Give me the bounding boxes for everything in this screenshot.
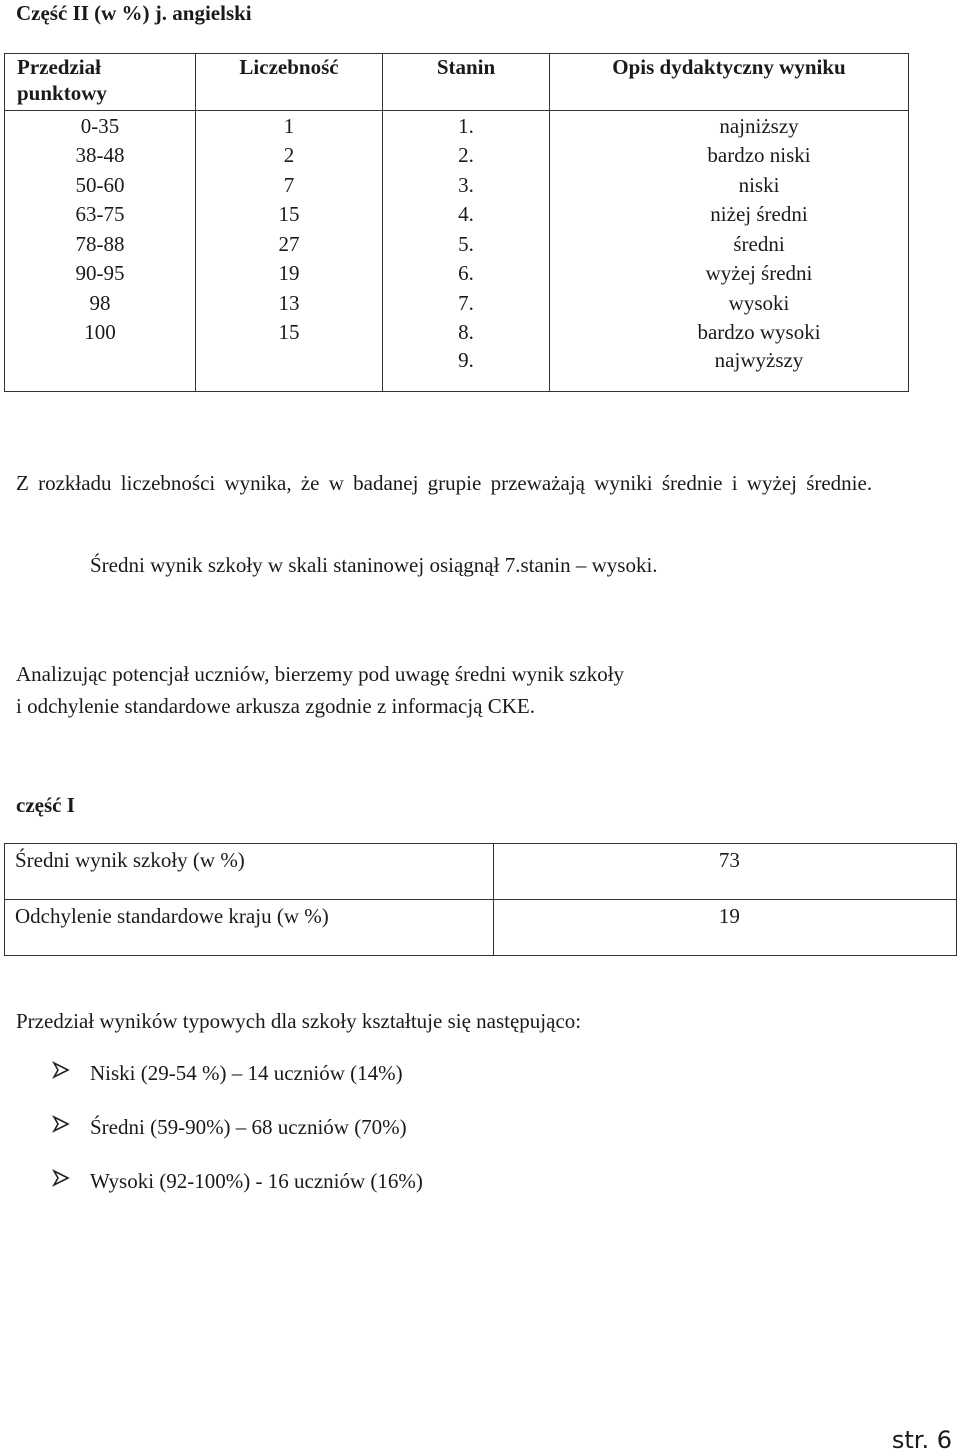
stats-value: 19 (493, 900, 956, 956)
list-item (52, 1058, 423, 1112)
arrow-bullet-icon (52, 1166, 90, 1196)
list-item-text: Wysoki (92-100%) - 16 uczniów (16%) (90, 1169, 423, 1193)
cell-stanin: 8. (383, 318, 550, 348)
table-row (5, 229, 909, 259)
cell-stanin: 2. (383, 141, 550, 171)
cell-przedzial: 90-95 (5, 259, 196, 289)
table-row (5, 259, 909, 289)
cell-liczebnosc: 19 (196, 259, 383, 289)
table-row (5, 288, 909, 318)
stats-value: 73 (493, 844, 956, 900)
cell-przedzial: 98 (5, 288, 196, 318)
paragraph-sredni-wynik: Średni wynik szkoły w skali staninowej osiągnął 7.stanin – wysoki. (90, 553, 658, 577)
cell-liczebnosc: 2 (196, 141, 383, 171)
stanin-table (4, 53, 909, 392)
cell-stanin: 1. (383, 111, 550, 141)
table-row (5, 141, 909, 171)
table-header-row (5, 54, 909, 111)
cell-przedzial (5, 347, 196, 392)
section-title: Część II (w %) j. angielski (16, 1, 252, 25)
list-item-text: Niski (29-54 %) – 14 uczniów (14%) (90, 1061, 403, 1085)
stats-label: Odchylenie standardowe kraju (w %) (5, 900, 494, 956)
cell-stanin: 6. (383, 259, 550, 289)
table-row (5, 200, 909, 230)
arrow-bullet-icon (52, 1058, 90, 1088)
cell-opis: niski (550, 170, 909, 200)
cell-opis: najwyższy (550, 347, 909, 392)
table-row (5, 347, 909, 392)
cell-stanin: 9. (383, 347, 550, 392)
cell-przedzial: 38-48 (5, 141, 196, 171)
cell-liczebnosc: 13 (196, 288, 383, 318)
cell-przedzial: 100 (5, 318, 196, 348)
result-range-list (52, 1058, 423, 1220)
cell-stanin: 7. (383, 288, 550, 318)
stats-table (4, 843, 957, 956)
cell-opis: niżej średni (550, 200, 909, 230)
table-row (5, 318, 909, 348)
cell-liczebnosc (196, 347, 383, 392)
cell-liczebnosc: 27 (196, 229, 383, 259)
list-item-text: Średni (59-90%) – 68 uczniów (70%) (90, 1115, 407, 1139)
cell-opis: bardzo niski (550, 141, 909, 171)
cell-opis: bardzo wysoki (550, 318, 909, 348)
cell-opis: najniższy (550, 111, 909, 141)
czesc-label: część I (16, 793, 75, 817)
header-liczebnosc: Liczebność (196, 54, 383, 111)
cell-liczebnosc: 7 (196, 170, 383, 200)
list-item (52, 1112, 423, 1166)
cell-liczebnosc: 15 (196, 200, 383, 230)
cell-przedzial: 0-35 (5, 111, 196, 141)
table-row (5, 111, 909, 141)
stats-row (5, 844, 957, 900)
cell-opis: wysoki (550, 288, 909, 318)
paragraph-rozklad: Z rozkładu liczebności wynika, że w badanej grupie przeważają wyniki średnie i wyżej średnie. (16, 471, 873, 495)
cell-opis: średni (550, 229, 909, 259)
page-number: str. 6 (891, 1426, 952, 1454)
table-row (5, 170, 909, 200)
arrow-bullet-icon (52, 1112, 90, 1142)
analiza-line-2: i odchylenie standardowe arkusza zgodnie z informacją CKE. (16, 694, 535, 718)
cell-stanin: 4. (383, 200, 550, 230)
cell-stanin: 3. (383, 170, 550, 200)
cell-przedzial: 50-60 (5, 170, 196, 200)
header-przedzial: Przedział punktowy (5, 54, 196, 111)
header-stanin: Stanin (383, 54, 550, 111)
cell-opis: wyżej średni (550, 259, 909, 289)
stats-row (5, 900, 957, 956)
cell-przedzial: 63-75 (5, 200, 196, 230)
cell-liczebnosc: 15 (196, 318, 383, 348)
cell-liczebnosc: 1 (196, 111, 383, 141)
cell-stanin: 5. (383, 229, 550, 259)
stats-label: Średni wynik szkoły (w %) (5, 844, 494, 900)
cell-przedzial: 78-88 (5, 229, 196, 259)
analiza-line-1: Analizując potencjał uczniów, bierzemy pod uwagę średni wynik szkoły (16, 662, 625, 686)
list-item (52, 1166, 423, 1220)
header-opis: Opis dydaktyczny wyniku (550, 54, 909, 111)
paragraph-analiza (16, 658, 776, 722)
paragraph-przedzial: Przedział wyników typowych dla szkoły kształtuje się następująco: (16, 1009, 582, 1033)
